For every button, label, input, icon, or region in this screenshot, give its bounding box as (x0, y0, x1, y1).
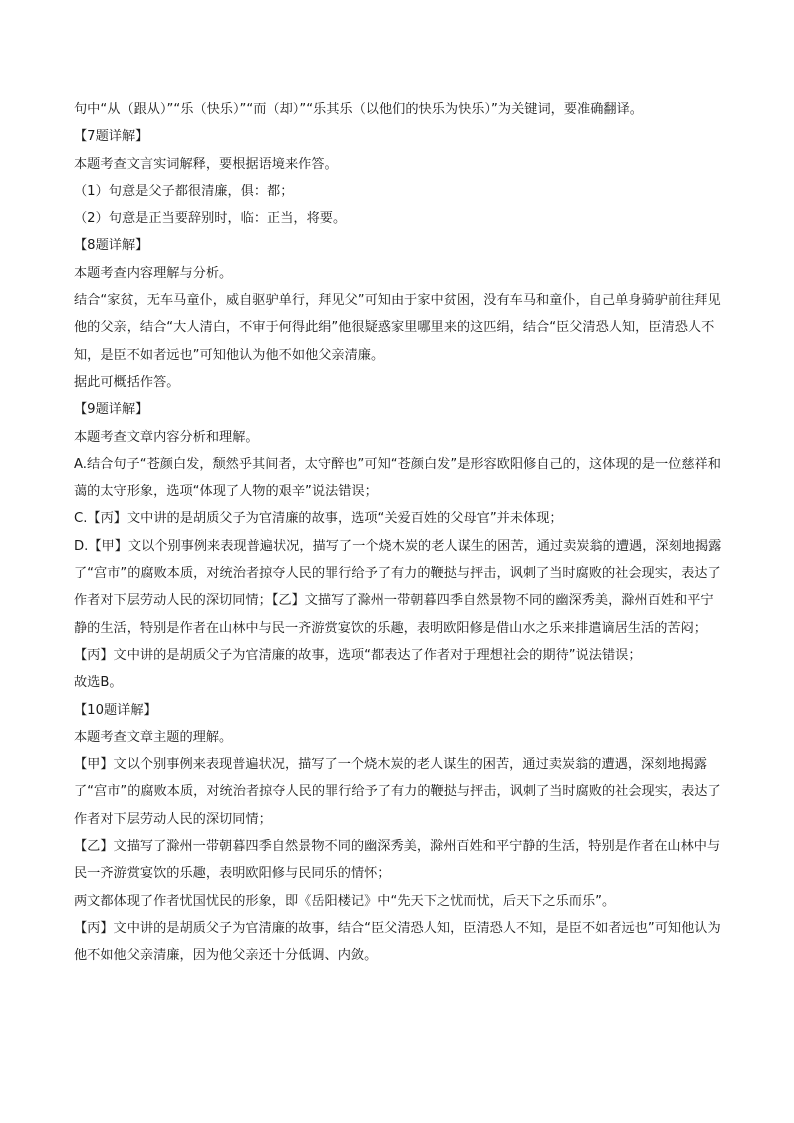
paragraph-q8-intro: 本题考查内容理解与分析。 (74, 265, 233, 281)
answer-explanation-body (74, 96, 724, 970)
paragraph-q9-option-d: D.【甲】文以个别事例来表现普遍状况，描写了一个烧木炭的老人谋生的困苦，通过卖炭翁的遭遇，深刻地揭露了“宫市”的腐败本质，对统治者掠夺人民的罪行给予了有力的鞭挞与抨击，讽刺了当时腐败的社会现实，表达了作者对下层劳动人民的深切同情；【乙】文描写了滁州一带朝暮四季自然景物不同的幽深秀美，滁州百姓和平宁静的生活，特别是作者在山林中与民一齐游赏宴饮的乐趣，表明欧阳修是借山水之乐来排遣谪居生活的苦闷；【丙】文中讲的是胡质父子为官清廉的故事，选项“都表达了作者对于理想社会的期待”说法错误； (74, 538, 722, 663)
paragraph-q7-item-2: （2）句意是正当要辞别时，临：正当，将要。 (74, 211, 347, 227)
paragraph-translation-note: 句中“从（跟从）”“乐（快乐）”“而（却）”“乐其乐（以他们的快乐为快乐）”为关键词，要准确翻译。 (74, 102, 643, 117)
paragraph-q9-option-c: C.【丙】文中讲的是胡质父子为官清廉的故事，选项“关爱百姓的父母官”并未体现； (74, 511, 563, 527)
paragraph-q9-answer: 故选B。 (74, 675, 123, 691)
paragraph-q10-bing: 【丙】文中讲的是胡质父子为官清廉的故事，结合“臣父清恐人知，臣清恐人不知，是臣不如者远也”可知他认为他不如他父亲清廉，因为他父亲还十分低调、内敛。 (74, 920, 721, 964)
heading-question-9: 【9题详解】 (74, 402, 149, 418)
paragraph-q10-summary: 两文都体现了作者忧国忧民的形象，即《岳阳楼记》中“先天下之忧而忧，后天下之乐而乐”。 (74, 893, 616, 909)
paragraph-q10-intro: 本题考查文章主题的理解。 (74, 729, 233, 745)
paragraph-q7-item-1: （1）句意是父子都很清廉，俱：都； (74, 183, 294, 199)
paragraph-q8-analysis: 结合“家贫，无车马童仆，威自驱驴单行，拜见父”可知由于家中贫困，没有车马和童仆，自己单身骑驴前往拜见他的父亲，结合“大人清白，不审于何得此绢”他很疑惑家里哪里来的这匹绢，结合“臣父清恐人知，臣清恐人不知，是臣不如者远也”可知他认为他不如他父亲清廉。 (74, 293, 721, 363)
paragraph-q10-jia: 【甲】文以个别事例来表现普遍状况，描写了一个烧木炭的老人谋生的困苦，通过卖炭翁的遭遇，深刻地揭露了“宫市”的腐败本质，对统治者掠夺人民的罪行给予了有力的鞭挞与抨击，讽刺了当时腐败的社会现实，表达了作者对下层劳动人民的深切同情； (74, 757, 721, 827)
heading-question-8: 【8题详解】 (74, 238, 149, 254)
paragraph-q9-intro: 本题考查文章内容分析和理解。 (74, 429, 259, 445)
paragraph-q8-conclusion: 据此可概括作答。 (74, 374, 180, 390)
paragraph-q7-intro: 本题考查文言实词解释，要根据语境来作答。 (74, 156, 338, 172)
heading-question-7: 【7题详解】 (74, 129, 149, 145)
paragraph-q9-option-a: A.结合句子“苍颜白发，颓然乎其间者，太守醉也”可知“苍颜白发”是形容欧阳修自己的，这体现的是一位慈祥和蔼的太守形象，选项“体现了人物的艰辛”说法错误； (74, 456, 721, 500)
heading-question-10: 【10题详解】 (74, 702, 157, 718)
paragraph-q10-yi: 【乙】文描写了滁州一带朝暮四季自然景物不同的幽深秀美，滁州百姓和平宁静的生活，特别是作者在山林中与民一齐游赏宴饮的乐趣，表明欧阳修与民同乐的情怀； (74, 839, 721, 882)
